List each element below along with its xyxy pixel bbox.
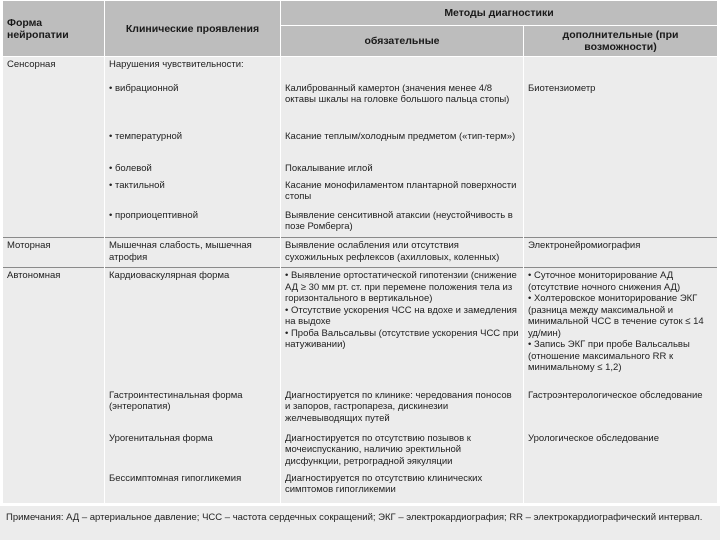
header-methods: Методы диагностики — [281, 1, 718, 26]
sensory-pain-mandatory: Покалывание иглой — [281, 161, 524, 178]
table-footnote: Примечания: АД – артериальное давление; ЧСС – частота сердечных сокращений; ЭКГ – электрокардиография; RR – электрокардиографический интервал. — [0, 506, 720, 540]
cardio-additional-item: • Холтеровское мониторирование ЭКГ (разница между максимальной и минимальной ЧСС в течение суток ≤ 14 уд/мин) — [528, 293, 713, 339]
sensory-form: Сенсорная — [3, 57, 105, 81]
hypo-clinical: Бессимптомная гипогликемия — [105, 471, 281, 503]
uro-clinical: Урогенитальная форма — [105, 431, 281, 471]
gastro-mandatory: Диагностируется по клинике: чередования поносов и запоров, гастропареза, дискинезии желчевыводящих путей — [281, 388, 524, 431]
sensory-pain-clinical: • болевой — [105, 161, 281, 178]
header-additional: дополнительные (при возможности) — [524, 26, 718, 57]
cardio-clinical: Кардиоваскулярная форма — [105, 268, 281, 388]
gastro-additional: Гастроэнтерологическое обследование — [524, 388, 718, 431]
gastro-clinical: Гастроинтестинальная форма (энтеропатия) — [105, 388, 281, 431]
sensory-proprio-mandatory: Выявление сенситивной атаксии (неустойчивость в позе Ромберга) — [281, 208, 524, 238]
uro-mandatory: Диагностируется по отсутствию позывов к мочеиспусканию, наличию эректильной дисфункции, ретроградной эякуляции — [281, 431, 524, 471]
sensory-tactile-mandatory: Касание монофиламентом плантарной поверхности стопы — [281, 178, 524, 208]
sensory-clinical-header: Нарушения чувствительности: — [105, 57, 281, 81]
cardio-mandatory-item: • Проба Вальсальвы (отсутствие ускорения ЧСС при натуживании) — [285, 328, 519, 351]
sensory-vibration-additional: Биотензиометр — [524, 81, 718, 129]
sensory-proprio-clinical: • проприоцептивной — [105, 208, 281, 238]
header-mandatory: обязательные — [281, 26, 524, 57]
sensory-temperature-mandatory: Касание теплым/холодным предметом («тип-терм») — [281, 129, 524, 161]
hypo-mandatory: Диагностируется по отсутствию клинических симптомов гипогликемии — [281, 471, 524, 503]
sensory-temperature-clinical: • температурной — [105, 129, 281, 161]
motor-mandatory: Выявление ослабления или отсутствия сухожильных рефлексов (ахилловых, коленных) — [281, 238, 524, 268]
sensory-tactile-clinical: • тактильной — [105, 178, 281, 208]
header-clinical: Клинические проявления — [105, 1, 281, 57]
cardio-mandatory-item: • Отсутствие ускорения ЧСС на вдохе и замедления на выдохе — [285, 305, 519, 328]
header-form: Форма нейропатии — [3, 1, 105, 57]
motor-form: Моторная — [3, 238, 105, 268]
uro-additional: Урологическое обследование — [524, 431, 718, 471]
autonomic-form: Автономная — [3, 268, 105, 388]
sensory-vibration-mandatory: Калиброванный камертон (значения менее 4/8 октавы шкалы на головке большого пальца стопы) — [281, 81, 524, 129]
motor-clinical: Мышечная слабость, мышечная атрофия — [105, 238, 281, 268]
sensory-vibration-clinical: • вибрационной — [105, 81, 281, 129]
motor-additional: Электронейромиография — [524, 238, 718, 268]
cardio-mandatory-item: • Выявление ортостатической гипотензии (снижение АД ≥ 30 мм рт. ст. при перемене положения тела из горизонтального в вертикальное) — [285, 270, 519, 305]
cardio-additional-item: • Суточное мониторирование АД (отсутствие ночного снижения АД) — [528, 270, 713, 293]
cardio-additional-item: • Запись ЭКГ при пробе Вальсальвы (отношение максимального RR к минимальному ≤ 1,2) — [528, 339, 713, 374]
diagnostics-table — [2, 0, 718, 503]
